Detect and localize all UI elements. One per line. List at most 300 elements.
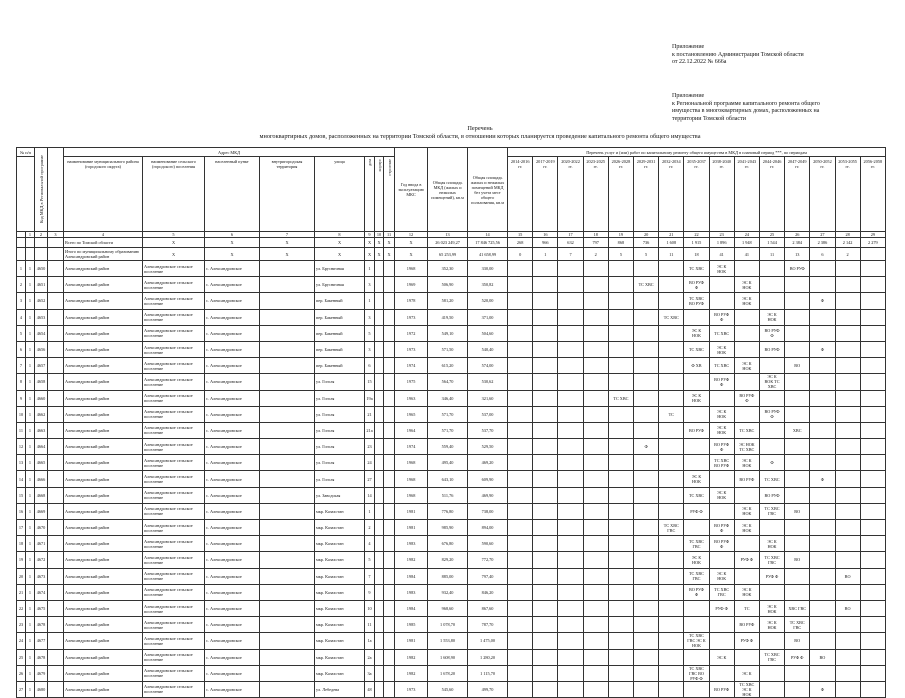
row-mkd-code: 4653 [35,309,48,325]
row-house: 3 [365,341,375,357]
row-period-works [508,358,533,374]
row-period-works [508,277,533,293]
row-house: 48 [365,681,375,697]
row-total-area: 829,20 [428,552,468,568]
row-house: 11 [365,617,375,633]
row-street: мкр. Казахстан [315,503,365,519]
row-period-works [583,341,608,357]
row-number: 23 [17,617,26,633]
row-period-works [709,633,734,649]
row-period-works [684,681,709,697]
row-total-area: 352,30 [428,261,468,277]
row-period-works [558,665,583,681]
row-number: 19 [17,552,26,568]
summary-owned-area: 41 658,99 [468,248,508,261]
row-total-area: 419,50 [428,309,468,325]
row-period-works [860,341,885,357]
row-period-works [709,552,734,568]
row-house: 6 [365,358,375,374]
summary-period-count: 2 384 [785,238,810,248]
row-period-works [659,552,684,568]
row-subnumber: 1 [26,277,35,293]
row-owned-area: 469,90 [468,487,508,503]
row-korpus [375,325,384,341]
row-number: 8 [17,374,26,390]
table-row [17,536,886,552]
row-period-works [835,520,860,536]
row-mkd-code: 4658 [35,374,48,390]
row-year: 1973 [395,681,428,697]
row-period-works [759,584,784,600]
row-settlement: Александровское сельское поселение [143,358,205,374]
row-building [384,471,395,487]
row-owned-area: 590,60 [468,536,508,552]
row-period-works [860,406,885,422]
row-total-area: 643,10 [428,471,468,487]
row-mkd-code: 4651 [35,277,48,293]
row-period-works [860,358,885,374]
row-period-works: ТС ХВС ГВС [785,617,810,633]
row-mkd-code: 4671 [35,536,48,552]
column-number: 20 [634,232,659,238]
row-period-works: ВО РУФ [759,487,784,503]
row-street: мкр. Казахстан [315,600,365,616]
row-period-works [634,681,659,697]
cell-blank [48,325,64,341]
row-period-works [533,520,558,536]
row-period-works [659,568,684,584]
table-row [17,422,886,438]
summary-period-count: 966 [533,238,558,248]
row-period-works [508,568,533,584]
summary-total-area: 65 253,99 [428,248,468,261]
row-period-works [835,665,860,681]
row-period-works [533,617,558,633]
row-territory [260,390,315,406]
row-period-works [508,503,533,519]
row-owned-area: 738,00 [468,503,508,519]
row-period-works [508,600,533,616]
row-period-works: ВО РУФ [759,341,784,357]
row-period-works [634,261,659,277]
row-settlement: Александровское сельское поселение [143,277,205,293]
row-house: 1 [365,503,375,519]
row-subnumber: 1 [26,422,35,438]
row-total-area: 1 678,20 [428,665,468,681]
row-period-works [734,261,759,277]
row-period-works [785,406,810,422]
row-number: 9 [17,390,26,406]
table-row [17,455,886,471]
row-total-area: 571,70 [428,406,468,422]
row-period-works: ЭС К НОК [734,503,759,519]
table-row [17,341,886,357]
row-street: пер. Бакенный [315,358,365,374]
row-period-works: ВО РУФ Ф [734,390,759,406]
row-period-works [659,293,684,309]
row-korpus [375,341,384,357]
row-period-works [558,309,583,325]
cell-blank [48,681,64,697]
row-mkd-code: 4674 [35,584,48,600]
row-period-works [659,487,684,503]
row-mkd-code: 4680 [35,681,48,697]
row-period-works [785,487,810,503]
row-korpus [375,633,384,649]
row-settlement: Александровское сельское поселение [143,600,205,616]
row-period-works [583,422,608,438]
table-row [17,649,886,665]
row-subnumber: 1 [26,552,35,568]
row-period-works [533,358,558,374]
row-subnumber: 1 [26,503,35,519]
row-district: Александровский район [64,471,143,487]
header-blank [48,148,64,232]
column-number: 13 [428,232,468,238]
row-total-area: 1 553,80 [428,633,468,649]
cell-blank [48,277,64,293]
row-period-works [583,633,608,649]
row-territory [260,520,315,536]
row-period-works [810,487,835,503]
row-total-area: 615,20 [428,358,468,374]
row-building [384,633,395,649]
row-period-works [508,293,533,309]
row-owned-area: 371,00 [468,309,508,325]
table-row [17,681,886,697]
row-period-works [860,277,885,293]
column-number: 9 [365,232,375,238]
row-korpus [375,665,384,681]
row-period-works [558,358,583,374]
row-period-works [785,665,810,681]
header-period: 2050-2052 гг. [810,157,835,232]
row-locality: с. Александровское [205,681,260,697]
row-locality: с. Александровское [205,422,260,438]
column-number: 10 [375,232,384,238]
row-period-works: ТС ХВС ГВС [709,584,734,600]
row-territory [260,503,315,519]
summary-period-count: 41 [709,248,734,261]
header-period: 2020-2022 гг. [558,157,583,232]
row-settlement: Александровское сельское поселение [143,487,205,503]
row-period-works [810,665,835,681]
row-territory [260,293,315,309]
row-period-works [709,293,734,309]
row-period-works [508,633,533,649]
row-period-works [659,503,684,519]
row-period-works [860,633,885,649]
row-period-works: ТС ХВС [684,487,709,503]
row-period-works [508,406,533,422]
row-territory [260,261,315,277]
row-period-works [835,681,860,697]
cell-blank [48,536,64,552]
row-year: 1974 [395,439,428,455]
table-row-summary [17,238,886,248]
row-number: 15 [17,487,26,503]
table-row [17,584,886,600]
row-period-works [684,455,709,471]
header-period: 2032-2034 гг. [659,157,684,232]
header-period: 2014-2016 гг. [508,157,533,232]
row-period-works [533,293,558,309]
row-locality: с. Александровское [205,309,260,325]
row-street: мкр. Казахстан [315,649,365,665]
row-period-works [508,390,533,406]
row-period-works: ТС ХВС [684,341,709,357]
row-period-works [533,261,558,277]
annex-note-program-line: Приложение [672,93,705,99]
row-year: 1984 [395,600,428,616]
row-period-works: ЭС К НОК [684,552,709,568]
table-row [17,325,886,341]
row-korpus [375,374,384,390]
row-settlement: Александровское сельское поселение [143,261,205,277]
row-year: 1985 [395,617,428,633]
row-period-works: ТС ХВС ГВС [684,536,709,552]
cell-blank [48,341,64,357]
table-row [17,487,886,503]
row-subnumber: 1 [26,341,35,357]
row-period-works [634,325,659,341]
row-period-works [558,422,583,438]
row-year: 1973 [395,341,428,357]
row-settlement: Александровское сельское поселение [143,665,205,681]
row-year: 1968 [395,455,428,471]
row-building [384,325,395,341]
row-owned-area: 537,70 [468,422,508,438]
row-period-works [533,390,558,406]
row-period-works [810,406,835,422]
row-period-works [860,617,885,633]
column-number: 26 [785,232,810,238]
row-territory [260,471,315,487]
row-building [384,422,395,438]
row-period-works [608,325,633,341]
row-year: 1981 [395,520,428,536]
summary-period-count: 18 [684,248,709,261]
row-district: Александровский район [64,439,143,455]
row-total-area: 511,76 [428,487,468,503]
row-period-works [860,309,885,325]
row-settlement: Александровское сельское поселение [143,633,205,649]
summary-period-count: 268 [508,238,533,248]
row-district: Александровский район [64,503,143,519]
row-owned-area: 1 475,00 [468,633,508,649]
row-period-works [860,503,885,519]
row-owned-area: 1 115,70 [468,665,508,681]
table-row [17,617,886,633]
row-period-works [608,406,633,422]
header-korpus: корпус [375,157,384,232]
row-owned-area: 321,60 [468,390,508,406]
row-period-works [608,503,633,519]
row-period-works [860,390,885,406]
summary-period-count: 11 [759,248,784,261]
summary-x: X [260,238,315,248]
row-period-works: ВО РУФ Ф [759,325,784,341]
row-year: 1963 [395,390,428,406]
row-period-works [558,439,583,455]
row-period-works: Ф [810,681,835,697]
row-period-works [810,309,835,325]
row-period-works [558,487,583,503]
row-period-works [835,584,860,600]
cell-blank [48,374,64,390]
row-street: ул. Гоголя [315,390,365,406]
row-building [384,406,395,422]
row-district: Александровский район [64,325,143,341]
row-territory [260,374,315,390]
row-total-area: 1 078,70 [428,617,468,633]
header-period: 2017-2019 гг. [533,157,558,232]
row-owned-area: 530,62 [468,374,508,390]
cell-blank [48,584,64,600]
row-period-works [835,341,860,357]
row-period-works [835,536,860,552]
cell-blank [48,665,64,681]
summary-x: X [375,238,384,248]
row-total-area: 968,60 [428,600,468,616]
column-number: 21 [659,232,684,238]
row-period-works [558,325,583,341]
row-subnumber: 1 [26,325,35,341]
row-period-works: ТС [659,406,684,422]
row-period-works [659,633,684,649]
row-building [384,455,395,471]
row-period-works [583,261,608,277]
row-period-works [558,293,583,309]
row-number: 4 [17,309,26,325]
row-subnumber: 1 [26,309,35,325]
row-territory [260,681,315,697]
header-period: 2056-2058 гг. [860,157,885,232]
row-street: мкр. Казахстан [315,552,365,568]
row-period-works [583,600,608,616]
row-period-works [684,649,709,665]
row-period-works: ТС [734,600,759,616]
table-row [17,568,886,584]
row-settlement: Александровское сельское поселение [143,325,205,341]
row-period-works [558,552,583,568]
header-year: Год ввода в эксплуатацию МКС [395,148,428,232]
row-period-works [508,455,533,471]
row-period-works [583,503,608,519]
cell-blank [17,238,26,248]
table-row [17,520,886,536]
table-row [17,439,886,455]
row-period-works [659,665,684,681]
row-territory [260,552,315,568]
summary-x: X [143,248,205,261]
row-total-area: 346,40 [428,390,468,406]
row-mkd-code: 4663 [35,422,48,438]
annex-note-decree-line: от 22.12.2022 № 666а [672,59,727,65]
row-period-works [659,584,684,600]
row-period-works: Ф [810,471,835,487]
summary-x: X [315,248,365,261]
cell-blank [48,455,64,471]
row-period-works: ВО РУФ Ф [709,536,734,552]
row-locality: с. Александровское [205,520,260,536]
cell-blank [48,617,64,633]
document-title-line: Перечень [467,125,493,132]
row-period-works [835,277,860,293]
row-period-works [659,422,684,438]
row-period-works [860,600,885,616]
row-number: 25 [17,649,26,665]
column-number: 11 [384,232,395,238]
row-period-works [734,406,759,422]
row-period-works: ВО [810,649,835,665]
row-period-works [659,455,684,471]
row-owned-area: 537,00 [468,406,508,422]
row-territory [260,325,315,341]
row-district: Александровский район [64,617,143,633]
header-address: Адрес МКД [64,148,395,157]
row-year: 1984 [395,568,428,584]
row-period-works [608,536,633,552]
row-period-works [558,277,583,293]
row-period-works [659,358,684,374]
row-period-works [608,471,633,487]
row-street: ул. Заводская [315,487,365,503]
row-period-works: ВО РУФ Ф [709,309,734,325]
header-building: строение [384,157,395,232]
row-mkd-code: 4654 [35,325,48,341]
row-total-area: 559,40 [428,439,468,455]
column-number: 5 [143,232,205,238]
row-period-works [734,341,759,357]
row-period-works [533,325,558,341]
row-period-works: РУФ Ф [759,568,784,584]
row-period-works: ТС ХВС [608,390,633,406]
row-locality: с. Александровское [205,471,260,487]
row-period-works [835,358,860,374]
row-korpus [375,390,384,406]
row-locality: с. Александровское [205,374,260,390]
summary-period-count: 0 [508,248,533,261]
row-period-works [684,309,709,325]
row-period-works: ТС ХВС [659,309,684,325]
row-period-works [709,390,734,406]
row-locality: с. Александровское [205,665,260,681]
row-locality: с. Александровское [205,261,260,277]
row-period-works [558,374,583,390]
row-total-area: 506,90 [428,277,468,293]
row-building [384,536,395,552]
row-owned-area: 772,70 [468,552,508,568]
row-mkd-code: 4652 [35,293,48,309]
row-total-area: 676,80 [428,536,468,552]
row-period-works [684,600,709,616]
summary-period-count: 7 [558,248,583,261]
row-locality: с. Александровское [205,617,260,633]
summary-period-count: 2 142 [835,238,860,248]
row-total-area: 571,50 [428,341,468,357]
row-street: пер. Бакенный [315,325,365,341]
row-period-works: ЭС К НОК [709,568,734,584]
row-period-works [634,600,659,616]
row-period-works: ЭС К НОК [759,600,784,616]
row-period-works [785,325,810,341]
row-period-works [684,520,709,536]
header-settlement: наименование сельского (городского) поселения [143,157,205,232]
row-period-works: ТС ХВС [634,277,659,293]
row-period-works: ЭС К НОК [734,293,759,309]
row-period-works [684,406,709,422]
